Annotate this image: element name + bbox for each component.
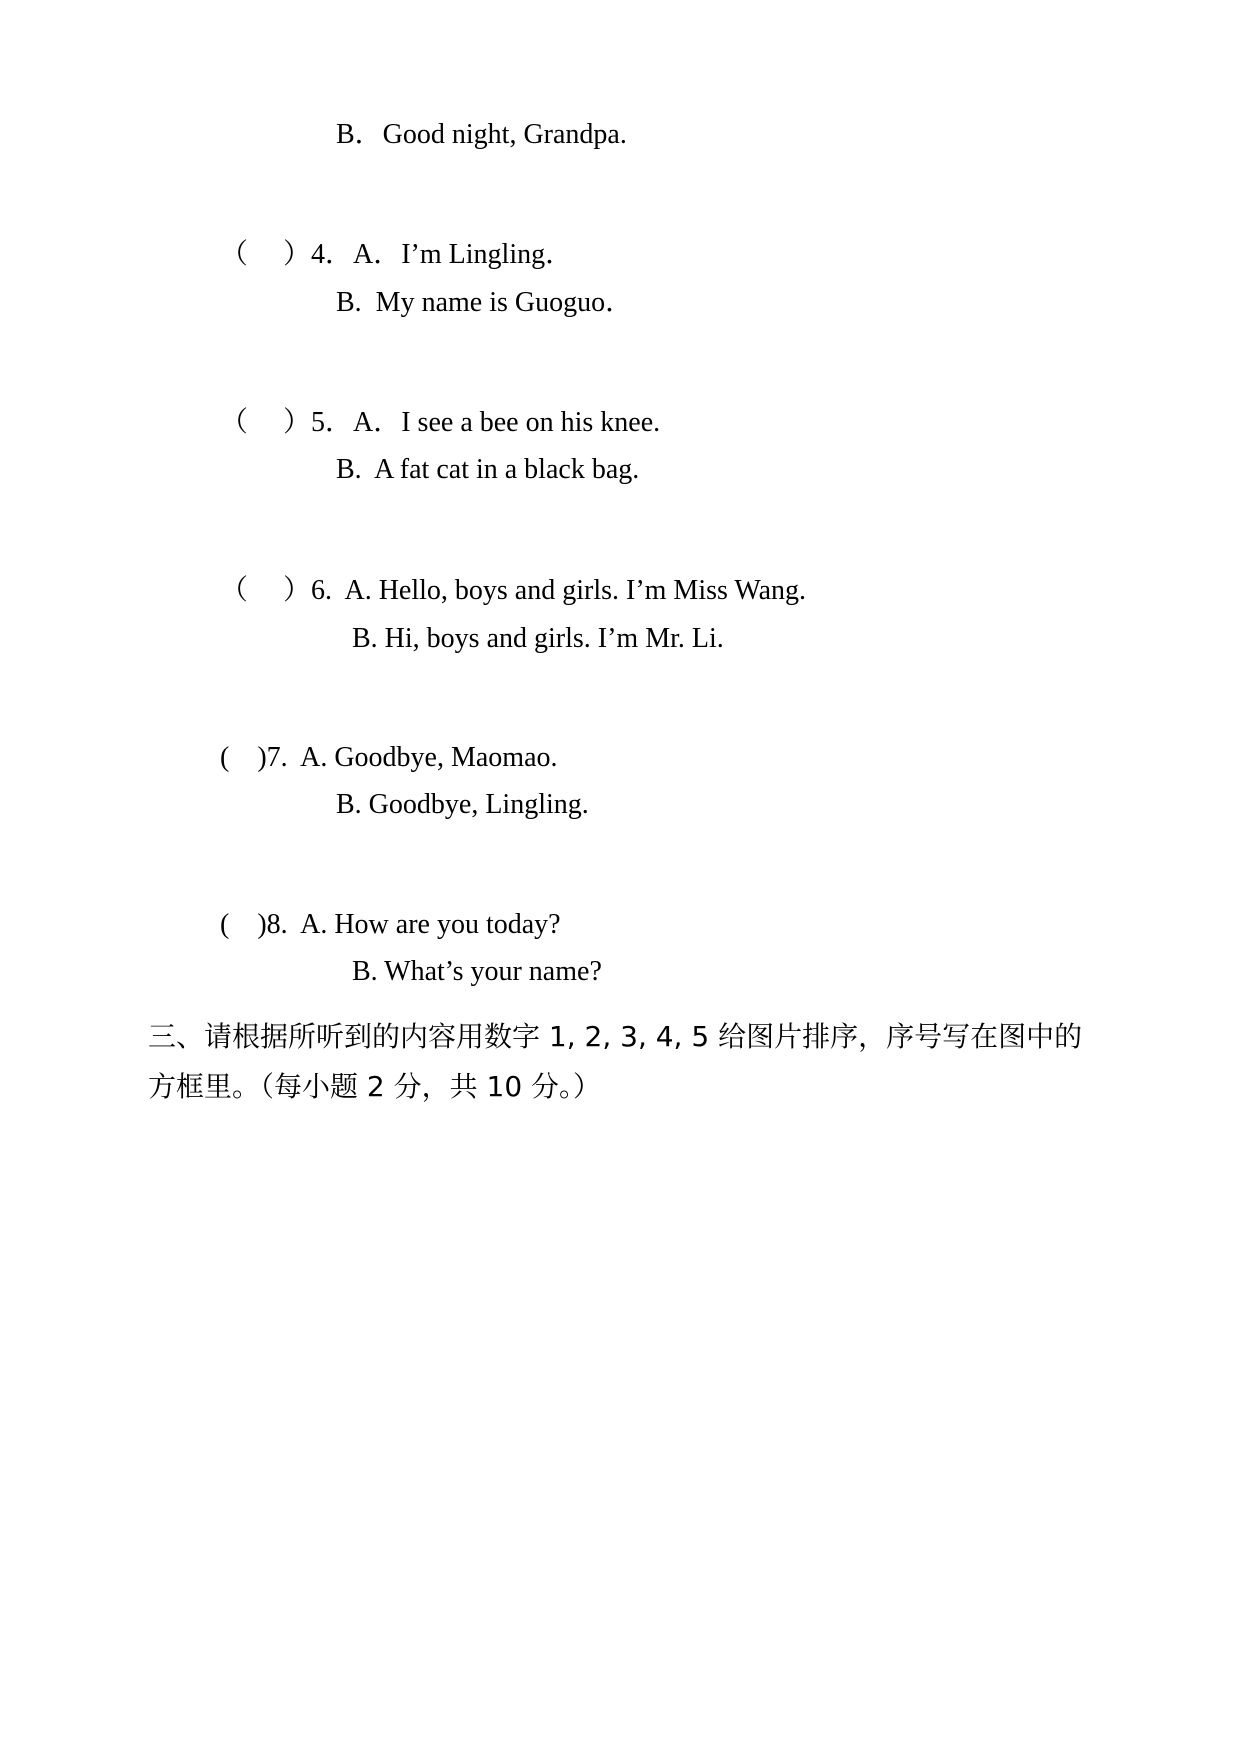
answer-bracket[interactable]: ( ) [220,909,267,940]
question-8 [206,871,561,943]
section-3-title-line-2: 方框里。（每小题 2 分，共 10 分。） [148,1070,602,1103]
answer-bracket[interactable]: （ ） [220,239,312,270]
question-6-option-b: B. Hi, boys and girls. I’m Mr. Li. [352,623,724,654]
question-5-option-b: B. A fat cat in a black bag. [336,454,640,485]
question-5 [206,369,660,441]
question-7-option-a: 7. A. Goodbye, Maomao. [266,742,558,773]
question-8-option-b: B. What’s your name? [352,956,602,987]
question-4 [206,201,573,273]
section-3-title-line-1: 三、请根据所听到的内容用数字 1, 2, 3, 4, 5 给图片排序，序号写在图中的 [148,1020,1083,1053]
question-8-option-a: 8. A. How are you today? [266,909,561,940]
question-5-option-a: 5．A．I see a bee on his knee. [311,407,661,438]
answer-bracket[interactable]: （ ） [220,575,312,606]
question-4-option-a: 4．A．I’m Lingling． [311,239,574,270]
question-7-option-b: B. Goodbye, Lingling. [336,789,589,820]
question-6-option-a: 6. A. Hello, boys and girls. I’m Miss Wang. [311,575,807,606]
answer-bracket[interactable]: （ ） [220,407,312,438]
question-3-option-b: B．Good night, Grandpa. [336,119,627,150]
question-4-option-b: B. My name is Guoguo． [336,287,634,318]
question-7 [206,704,558,776]
question-6 [206,537,806,609]
answer-bracket[interactable]: ( ) [220,742,267,773]
